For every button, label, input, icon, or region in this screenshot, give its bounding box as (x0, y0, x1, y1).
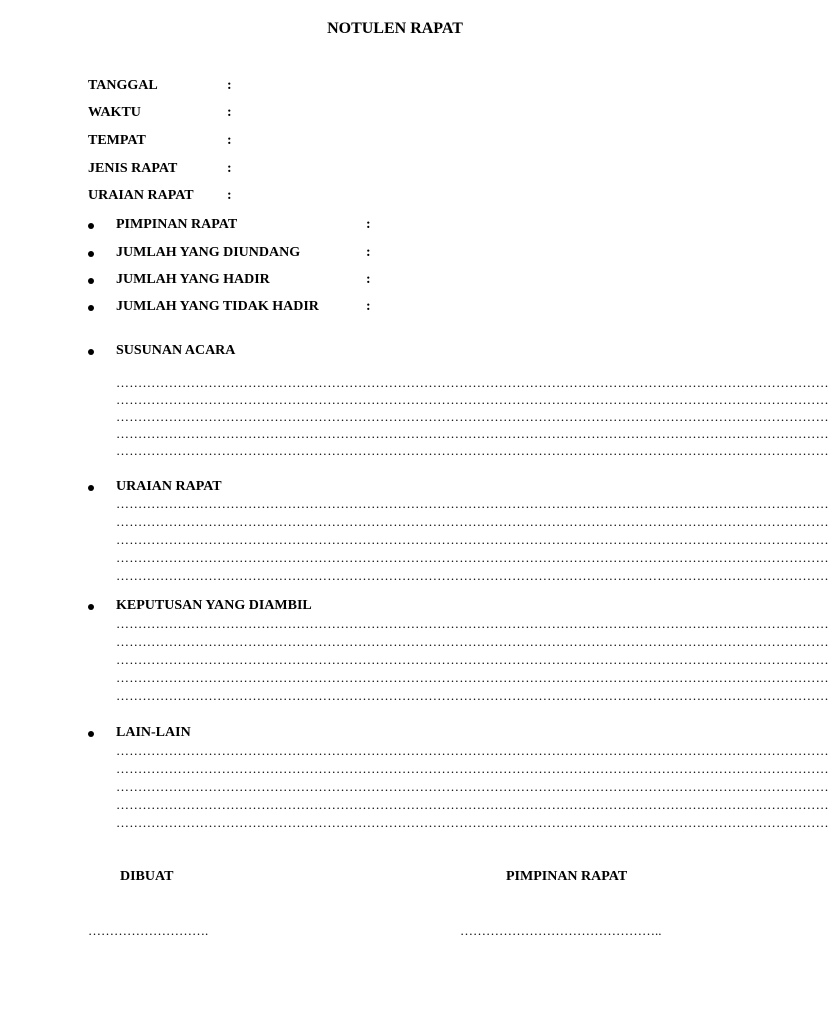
signature-pimpinan-label: PIMPINAN RAPAT (506, 869, 628, 884)
field-tempat-label: TEMPAT (88, 133, 146, 148)
bullet-hadir-colon: : (366, 272, 371, 287)
dotted-line: ……………………………………………………………………………………………………………………………………………… (116, 652, 829, 667)
dotted-line: ……………………………………………………………………………………………………………………………………………… (116, 616, 829, 631)
dotted-line: ……………………………………………………………………………………………………………………………………………… (116, 409, 829, 424)
dotted-line: ……………………………………………………………………………………………………………………………………………… (116, 815, 829, 830)
bullet-icon (88, 223, 94, 229)
field-tempat-colon: : (227, 133, 232, 148)
field-waktu-colon: : (227, 105, 232, 120)
bullet-pimpinan-label: PIMPINAN RAPAT (116, 217, 238, 232)
bullet-pimpinan-colon: : (366, 217, 371, 232)
field-uraian-rapat-label: URAIAN RAPAT (88, 188, 194, 203)
dotted-line: ……………………………………………………………………………………………………………………………………………… (116, 743, 829, 758)
field-waktu-label: WAKTU (88, 105, 141, 120)
bullet-tidak-hadir-colon: : (366, 299, 371, 314)
signature-dibuat-label: DIBUAT (120, 869, 174, 884)
dotted-line: ……………………………………………………………………………………………………………………………………………… (116, 688, 829, 703)
dotted-line: ……………………………………………………………………………………………………………………………………………… (116, 761, 829, 776)
dotted-line: ……………………………………………………………………………………………………………………………………………… (116, 670, 829, 685)
page-title: NOTULEN RAPAT (327, 20, 463, 37)
dotted-line: ……………………………………………………………………………………………………………………………………………… (116, 375, 829, 390)
bullet-icon (88, 305, 94, 311)
bullet-icon (88, 251, 94, 257)
dotted-line: ……………………………………………………………………………………………………………………………………………… (116, 514, 829, 529)
dotted-line: ……………………………………………………………………………………………………………………………………………… (116, 426, 829, 441)
field-tanggal-colon: : (227, 78, 232, 93)
bullet-icon (88, 349, 94, 355)
dotted-line: ……………………………………………………………………………………………………………………………………………… (116, 779, 829, 794)
section-keputusan-heading: KEPUTUSAN YANG DIAMBIL (116, 598, 312, 613)
bullet-icon (88, 485, 94, 491)
section-susunan-acara-heading: SUSUNAN ACARA (116, 343, 236, 358)
bullet-diundang-colon: : (366, 245, 371, 260)
field-tanggal-label: TANGGAL (88, 78, 158, 93)
section-lain-lain-heading: LAIN-LAIN (116, 725, 191, 740)
bullet-icon (88, 604, 94, 610)
dotted-line: ……………………………………………………………………………………………………………………………………………… (116, 392, 829, 407)
dotted-line: ……………………………………………………………………………………………………………………………………………… (116, 443, 829, 458)
signature-dibuat-line: ………………………. (88, 923, 209, 938)
bullet-tidak-hadir-label: JUMLAH YANG TIDAK HADIR (116, 299, 319, 314)
dotted-line: ……………………………………………………………………………………………………………………………………………… (116, 550, 829, 565)
bullet-icon (88, 731, 94, 737)
bullet-icon (88, 278, 94, 284)
field-jenis-rapat-colon: : (227, 161, 232, 176)
signature-pimpinan-line: ……………………………………….. (460, 923, 662, 938)
dotted-line: ……………………………………………………………………………………………………………………………………………… (116, 797, 829, 812)
field-uraian-rapat-colon: : (227, 188, 232, 203)
section-uraian-rapat-heading: URAIAN RAPAT (116, 479, 222, 494)
field-jenis-rapat-label: JENIS RAPAT (88, 161, 178, 176)
bullet-diundang-label: JUMLAH YANG DIUNDANG (116, 245, 301, 260)
dotted-line: ……………………………………………………………………………………………………………………………………………… (116, 532, 829, 547)
bullet-hadir-label: JUMLAH YANG HADIR (116, 272, 270, 287)
dotted-line: ……………………………………………………………………………………………………………………………………………… (116, 634, 829, 649)
dotted-line: ……………………………………………………………………………………………………………………………………………… (116, 496, 829, 511)
dotted-line: ……………………………………………………………………………………………………………………………………………… (116, 568, 829, 583)
